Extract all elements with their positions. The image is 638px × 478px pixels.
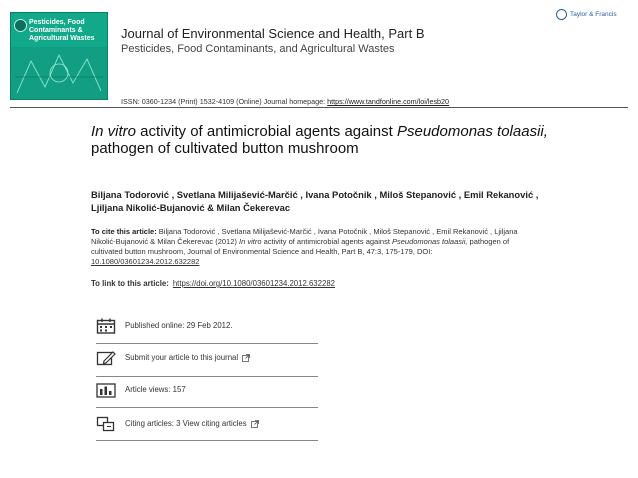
issn-text: ISSN: 0360-1234 (Print) 1532-4109 (Online) Journal homepage: — [121, 97, 328, 106]
taylor-francis-logo-icon — [556, 9, 567, 20]
citation-label: To cite this article: — [91, 227, 157, 236]
citation-block — [91, 227, 531, 267]
journal-cover-logo-icon — [14, 19, 27, 32]
citation-doi-link[interactable]: 10.1080/03601234.2012.632282 — [91, 257, 200, 266]
citing-articles-row[interactable] — [96, 413, 318, 435]
pencil-icon — [96, 350, 116, 366]
citation-italic-in-vitro: In vitro — [238, 237, 262, 246]
citing-articles-link[interactable]: Citing articles: 3 View citing articles — [125, 419, 247, 428]
article-title-italic-in-vitro: In vitro — [91, 123, 137, 140]
info-divider — [96, 440, 318, 441]
article-title — [91, 123, 561, 157]
external-link-icon — [251, 420, 259, 428]
header-divider — [10, 107, 628, 108]
external-link-icon — [242, 354, 250, 362]
journal-subtitle: Pesticides, Food Contaminants, and Agricultural Wastes — [121, 43, 395, 55]
publisher-name: Taylor & Francis — [570, 10, 617, 18]
published-online-text: Published online: 29 Feb 2012. — [125, 321, 233, 330]
bar-chart-icon — [96, 382, 116, 398]
info-divider — [96, 376, 318, 377]
journal-cover-image — [10, 12, 108, 100]
info-divider — [96, 407, 318, 408]
citing-articles-icon — [96, 416, 116, 432]
submit-article-row[interactable] — [96, 347, 318, 369]
article-views-row — [96, 379, 318, 401]
citation-text-3: pathogen of cultivated button mushroom, Journal of Environmental Science and Health, Part B, 47:3, 175-179, DOI: — [91, 237, 510, 256]
journal-cover-title: Pesticides, Food Contaminants & Agricultural Wastes — [29, 19, 95, 42]
article-authors: Biljana Todorović , Svetlana Milijašević-Marčić , Ivana Potočnik , Miloš Stepanović , Emil Rekanović , Ljiljana Nikolić-Bujanović & Milan Čekerevac — [91, 189, 539, 213]
journal-cover-artwork — [11, 47, 107, 99]
citation-text-1: Biljana Todorović , Svetlana Milijašević-Marčić , Ivana Potočnik , Miloš Stepanović , Emil Rekanović , Ljiljana Nikolić-Bujanović & Milan Čekerevac (2012) — [91, 227, 518, 246]
link-label: To link to this article: — [91, 279, 169, 288]
article-views-text: Article views: 157 — [125, 385, 186, 394]
calendar-icon — [96, 318, 116, 334]
article-title-italic-species: Pseudomonas tolaasii, — [396, 123, 548, 140]
journal-homepage-link[interactable]: https://www.tandfonline.com/loi/lesb20 — [327, 97, 450, 106]
info-divider — [96, 343, 318, 344]
issn-line — [121, 97, 449, 106]
citation-italic-species: Pseudomonas tolaasii, — [391, 237, 468, 246]
article-link-line — [91, 279, 561, 289]
submit-article-link[interactable]: Submit your article to this journal — [125, 353, 239, 362]
publisher-logo[interactable] — [556, 9, 617, 20]
article-doi-link[interactable]: https://doi.org/10.1080/03601234.2012.632282 — [172, 279, 335, 288]
journal-title: Journal of Environmental Science and Health, Part B — [121, 26, 425, 41]
article-title-text-1: activity of antimicrobial agents against — [136, 123, 397, 140]
published-online-row — [96, 315, 318, 337]
citation-text-2: activity of antimicrobial agents against — [261, 237, 392, 246]
article-title-text-2: pathogen of cultivated button mushroom — [91, 140, 359, 157]
